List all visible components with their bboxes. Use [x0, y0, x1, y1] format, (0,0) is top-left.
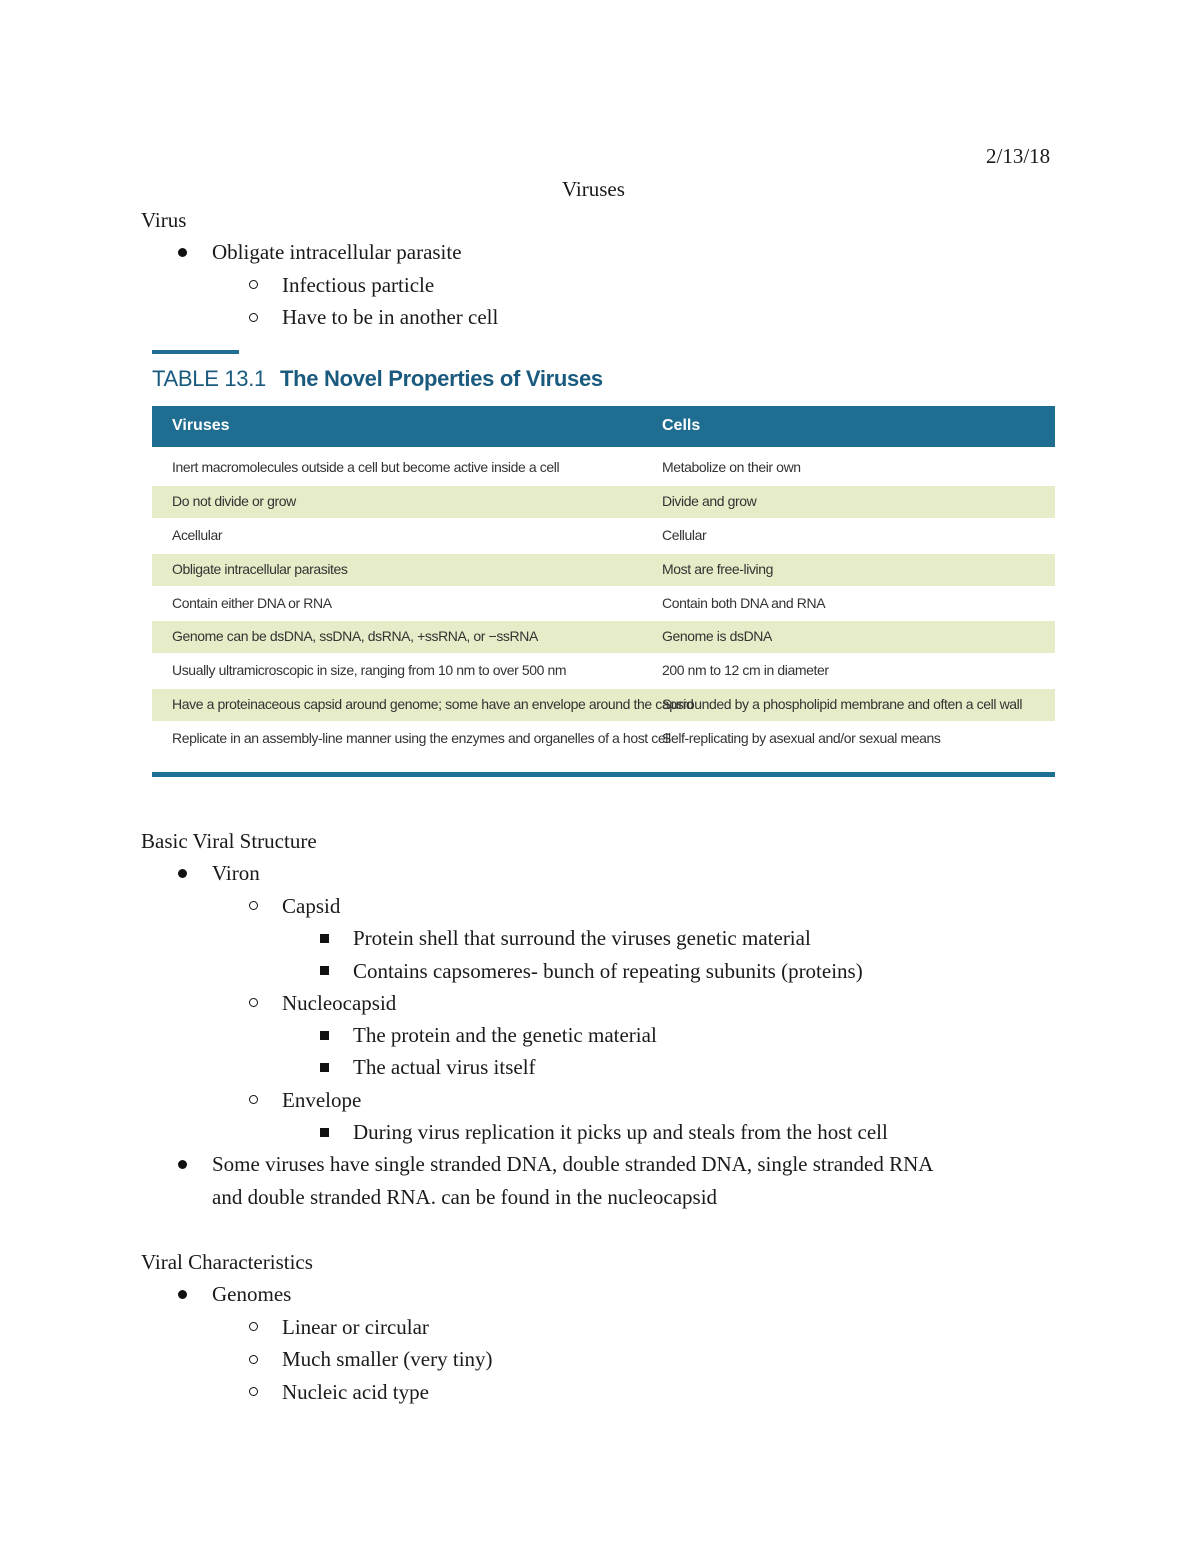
cell-cells: Genome is dsDNA	[662, 628, 772, 644]
bullet-disc-icon	[178, 1290, 187, 1299]
cell-viruses: Do not divide or grow	[172, 493, 296, 509]
list-item: Viron	[212, 861, 260, 885]
bullet-square-icon	[320, 934, 329, 943]
cell-viruses: Inert macromolecules outside a cell but become active inside a cell	[172, 459, 560, 475]
bullet-circle-icon	[249, 1355, 258, 1364]
cell-cells: Divide and grow	[662, 493, 757, 509]
table-row	[152, 621, 1055, 653]
table-row	[152, 588, 1055, 620]
cell-viruses: Contain either DNA or RNA	[172, 595, 332, 611]
list-item: Some viruses have single stranded DNA, double stranded DNA, single stranded RNA	[212, 1152, 934, 1176]
section-heading-basic-viral-structure: Basic Viral Structure	[141, 829, 317, 853]
cell-cells: Metabolize on their own	[662, 459, 801, 475]
bullet-square-icon	[320, 1063, 329, 1072]
page-title: Viruses	[562, 177, 625, 201]
table-row	[152, 554, 1055, 586]
table-row	[152, 452, 1055, 484]
bullet-circle-icon	[249, 1387, 258, 1396]
table-row	[152, 520, 1055, 552]
table-row	[152, 723, 1055, 755]
bullet-circle-icon	[249, 313, 258, 322]
table-header	[152, 406, 1055, 447]
list-item: Have to be in another cell	[282, 305, 499, 329]
list-item: Infectious particle	[282, 273, 435, 297]
cell-viruses: Obligate intracellular parasites	[172, 561, 348, 577]
table-figure	[152, 350, 1055, 780]
list-item: During virus replication it picks up and steals from the host cell	[353, 1120, 888, 1144]
date: 2/13/18	[986, 144, 1051, 168]
cell-viruses: Replicate in an assembly-line manner using the enzymes and organelles of a host cell	[172, 730, 671, 746]
table-row	[152, 655, 1055, 687]
list-item: Contains capsomeres- bunch of repeating subunits (proteins)	[353, 959, 863, 983]
table-title: The Novel Properties of Viruses	[280, 366, 603, 391]
bullet-disc-icon	[178, 1160, 187, 1169]
table-row	[152, 486, 1055, 518]
bullet-square-icon	[320, 966, 329, 975]
bullet-square-icon	[320, 1128, 329, 1137]
list-item-continuation: and double stranded RNA. can be found in the nucleocapsid	[212, 1185, 718, 1209]
list-item: The actual virus itself	[353, 1055, 536, 1079]
list-item: The protein and the genetic material	[353, 1023, 657, 1047]
cell-viruses: Acellular	[172, 527, 223, 543]
list-item: Much smaller (very tiny)	[282, 1347, 493, 1371]
table-row	[152, 689, 1055, 721]
column-header-viruses: Viruses	[172, 417, 230, 434]
cell-viruses: Genome can be dsDNA, ssDNA, dsRNA, +ssRNA, or −ssRNA	[172, 628, 538, 644]
list-item: Nucleic acid type	[282, 1380, 429, 1404]
section-heading-viral-characteristics: Viral Characteristics	[141, 1250, 313, 1274]
list-item: Nucleocapsid	[282, 991, 397, 1015]
bullet-circle-icon	[249, 1095, 258, 1104]
bullet-circle-icon	[249, 280, 258, 289]
section-heading-virus: Virus	[141, 208, 187, 232]
bullet-square-icon	[320, 1031, 329, 1040]
bullet-disc-icon	[178, 869, 187, 878]
list-item: Obligate intracellular parasite	[212, 240, 462, 264]
bullet-disc-icon	[178, 248, 187, 257]
cell-cells: Cellular	[662, 527, 707, 543]
table-bottom-rule	[152, 772, 1055, 777]
cell-viruses: Have a proteinaceous capsid around genome; some have an envelope around the capsid	[172, 696, 694, 712]
cell-cells: Contain both DNA and RNA	[662, 595, 826, 611]
cell-cells: Self-replicating by asexual and/or sexual means	[662, 730, 941, 746]
bullet-circle-icon	[249, 998, 258, 1007]
bullet-circle-icon	[249, 901, 258, 910]
column-header-cells: Cells	[662, 417, 701, 434]
table-top-rule	[152, 350, 239, 354]
cell-cells: Surrounded by a phospholipid membrane and often a cell wall	[662, 696, 1023, 712]
cell-cells: Most are free-living	[662, 561, 774, 577]
list-item: Linear or circular	[282, 1315, 429, 1339]
cell-viruses: Usually ultramicroscopic in size, ranging from 10 nm to over 500 nm	[172, 662, 567, 678]
cell-cells: 200 nm to 12 cm in diameter	[662, 662, 829, 678]
table-caption	[152, 366, 603, 392]
list-item: Capsid	[282, 894, 341, 918]
list-item: Protein shell that surround the viruses genetic material	[353, 926, 811, 950]
table-label: TABLE 13.1	[152, 366, 266, 391]
bullet-circle-icon	[249, 1322, 258, 1331]
list-item: Envelope	[282, 1088, 362, 1112]
list-item: Genomes	[212, 1282, 292, 1306]
